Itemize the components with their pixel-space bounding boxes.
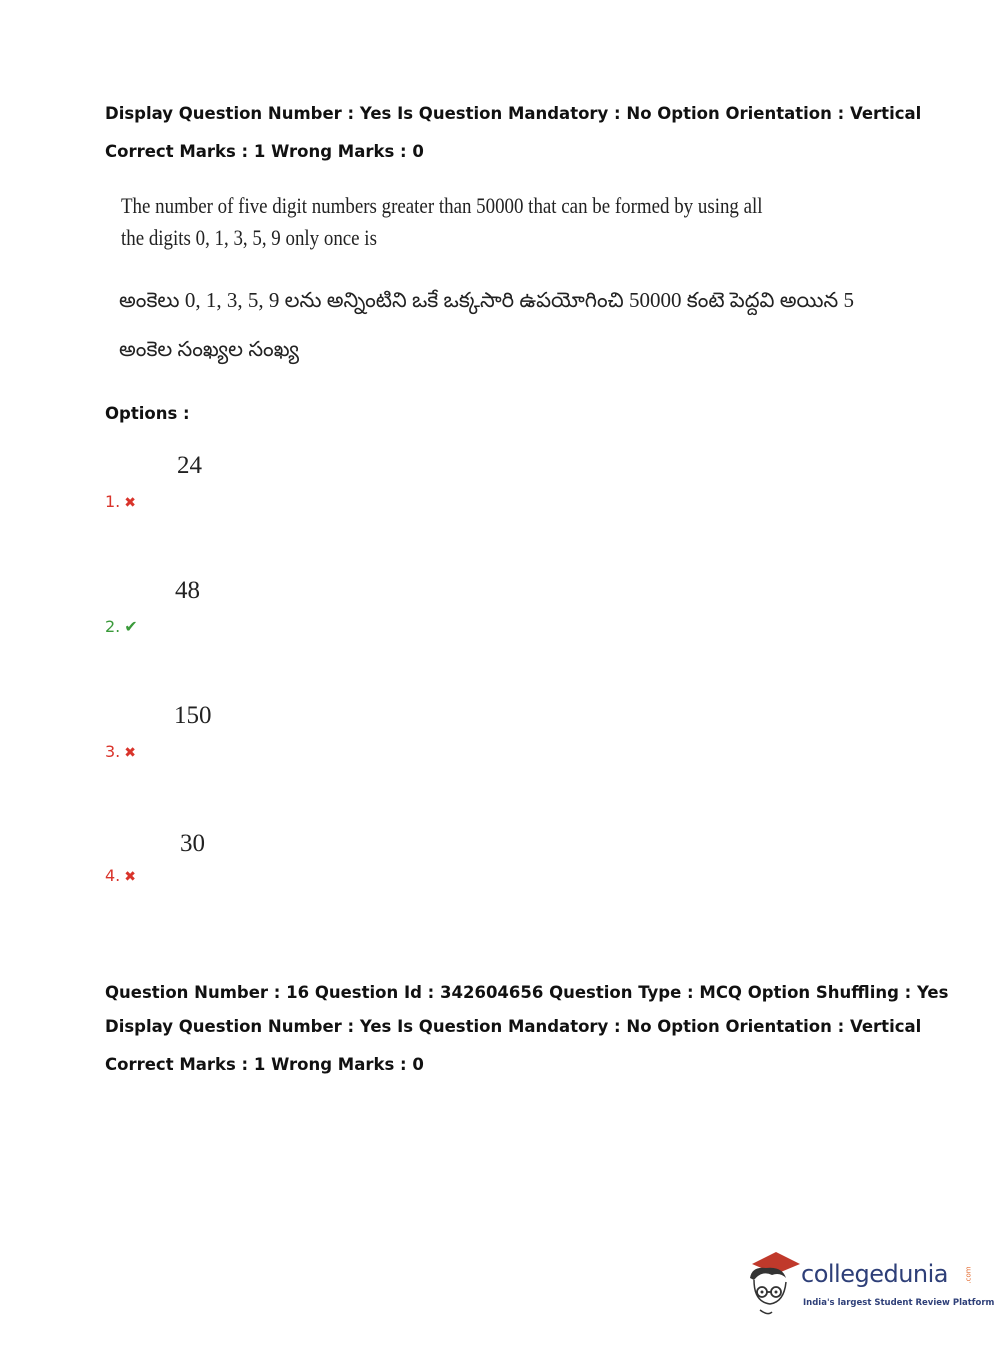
option-number-1 [105,492,136,511]
question-meta-id: Question Number : 16 Question Id : 342604656 Question Type : MCQ Option Shuffling : Yes [105,983,949,1002]
option-number-label: 4. [105,866,121,885]
collegedunia-logo [742,1248,995,1320]
question-text-line: the digits 0, 1, 3, 5, 9 only once is [121,225,377,250]
mascot-icon [742,1248,804,1320]
logo-wordmark: collegedunia [801,1260,949,1288]
question-meta-marks: Correct Marks : 1 Wrong Marks : 0 [105,1055,424,1074]
question-text-telugu-line1: అంకెలు 0, 1, 3, 5, 9 లను అన్నింటిని ఒకే ఒక్కసారి ఉపయోగించి 50000 కంటె పెద్దవి అయిన 5 [119,288,855,312]
question-meta-display: Display Question Number : Yes Is Question Mandatory : No Option Orientation : Vertical [105,104,922,123]
option-value: 48 [175,577,200,604]
option-value: 30 [180,830,205,857]
cross-icon: ✖ [124,495,136,511]
question-text-line: The number of five digit numbers greater than 50000 that can be formed by using all [121,193,763,218]
logo-tagline: India's largest Student Review Platform [803,1298,995,1308]
option-number-label: 3. [105,742,121,761]
option-value: 150 [174,702,212,729]
logo-suffix: .com [964,1266,973,1284]
option-number-4 [105,866,136,885]
question-meta-display: Display Question Number : Yes Is Question Mandatory : No Option Orientation : Vertical [105,1017,922,1036]
cross-icon: ✖ [124,869,136,885]
option-value: 24 [177,452,202,479]
question-text-english [121,190,763,254]
options-label: Options : [105,404,190,423]
option-number-label: 2. [105,617,121,636]
option-number-2 [105,617,138,636]
question-meta-marks: Correct Marks : 1 Wrong Marks : 0 [105,142,424,161]
option-number-label: 1. [105,492,121,511]
cross-icon: ✖ [124,745,136,761]
checkmark-icon: ✔ [124,617,138,636]
option-number-3 [105,742,136,761]
question-text-telugu-line2: అంకెల సంఖ్యల సంఖ్య [119,337,299,361]
